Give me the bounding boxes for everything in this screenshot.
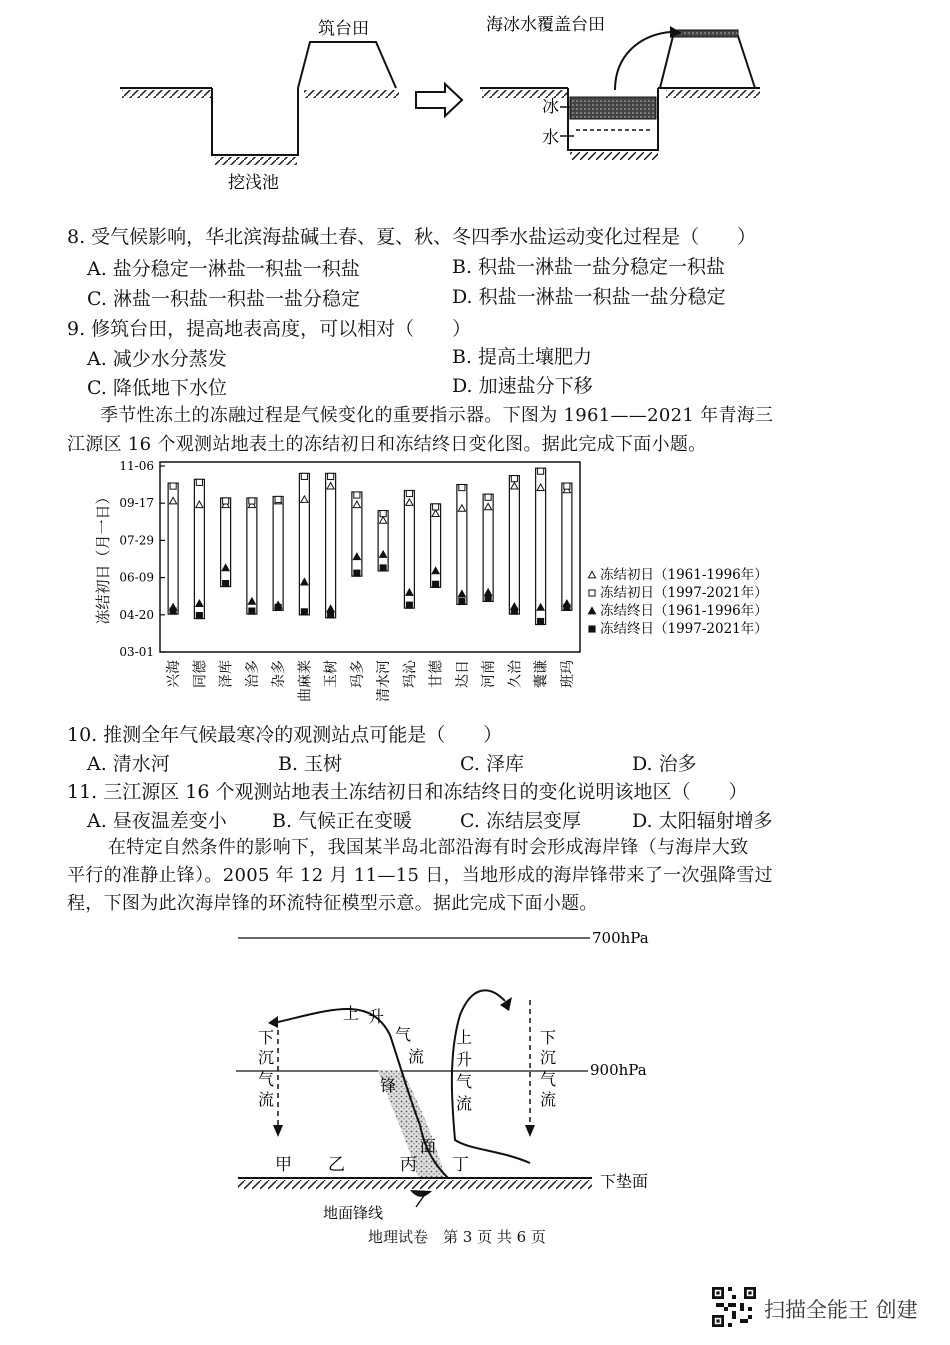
data-point: [354, 492, 360, 498]
question-9-option-c[interactable]: C. 降低地下水位: [87, 377, 227, 399]
svg-text:升: 升: [456, 1050, 473, 1069]
intro-paragraph-3-line-1: 在特定自然条件的影响下，我国某半岛北部沿海有时会形成海岸锋（与海岸大致: [108, 837, 749, 858]
range-bar: [457, 485, 467, 605]
data-point: [249, 608, 255, 614]
right-arrow-icon: [416, 84, 462, 116]
label-air-2: 流: [408, 1047, 425, 1066]
svg-text:下: 下: [540, 1028, 557, 1047]
y-axis-label: 冻结初日（月一日）: [94, 489, 112, 625]
range-bar: [562, 483, 572, 610]
data-point: [433, 581, 439, 587]
data-point: [511, 476, 517, 482]
intro-paragraph-2-line-2: 江源区 16 个观测站地表土的冻结初日和冻结终日变化图。据此完成下面小题。: [67, 434, 707, 455]
data-point: [459, 598, 465, 604]
data-point: [564, 483, 570, 489]
label-dig-pool: 挖浅池: [228, 173, 279, 193]
label-ice: 冰: [542, 97, 559, 117]
data-point: [380, 565, 386, 571]
y-tick-label: 03-01: [119, 645, 154, 659]
data-point: [588, 607, 595, 613]
data-point: [588, 571, 595, 577]
y-tick-label: 06-09: [119, 570, 154, 585]
question-8-option-c[interactable]: C. 淋盐一积盐一积盐一盐分稳定: [87, 288, 360, 310]
qr-code-icon: [712, 1287, 756, 1327]
data-point: [328, 612, 334, 618]
question-11-option-b[interactable]: B. 气候正在变暖: [272, 810, 413, 832]
label-jia: 甲: [275, 1155, 292, 1175]
label-build-terrace: 筑台田: [318, 19, 369, 39]
label-ding: 丁: [452, 1155, 469, 1175]
svg-text:上: 上: [456, 1028, 473, 1047]
question-10-option-c[interactable]: C. 泽库: [460, 753, 524, 775]
label-700hpa: 700hPa: [592, 929, 649, 947]
label-rising-1: 上: [343, 1004, 360, 1023]
x-category-label: 泽库: [218, 660, 235, 688]
data-point: [223, 580, 229, 586]
data-point: [301, 473, 307, 479]
data-point: [223, 498, 229, 504]
svg-text:气: 气: [258, 1070, 275, 1089]
data-point: [406, 602, 412, 608]
x-category-label: 杂多: [271, 660, 288, 688]
legend-entry: 冻结初日（1997-2021年）: [600, 585, 768, 601]
intro-paragraph-2-line-1: 季节性冻土的冻融过程是气候变化的重要指示器。下图为 1961——2021 年青海三: [100, 405, 774, 426]
question-10-option-a[interactable]: A. 清水河: [87, 753, 170, 775]
svg-text:气: 气: [456, 1072, 473, 1091]
y-tick-label: 07-29: [119, 533, 154, 548]
x-category-label: 曲麻莱: [297, 660, 314, 702]
range-bar: [483, 494, 493, 601]
data-point: [459, 485, 465, 491]
x-category-label: 河南: [481, 660, 498, 688]
question-10-option-d[interactable]: D. 治多: [632, 753, 697, 775]
x-category-label: 玛多: [349, 660, 366, 688]
question-9-stem: 9. 修筑台田，提高地表高度，可以相对（ ）: [67, 318, 472, 340]
data-point: [589, 590, 595, 596]
range-bar: [221, 498, 231, 587]
range-bar: [247, 498, 257, 614]
label-front-2: 面: [420, 1137, 437, 1156]
svg-text:沉: 沉: [258, 1048, 275, 1067]
range-bar: [509, 476, 519, 614]
svg-text:流: 流: [456, 1094, 473, 1113]
data-point: [564, 604, 570, 610]
x-category-label: 达日: [454, 660, 471, 688]
scanner-watermark: 扫描全能王 创建: [764, 1298, 918, 1322]
freeze-date-chart: [80, 455, 780, 720]
question-10-option-b[interactable]: B. 玉树: [278, 753, 343, 775]
x-category-label: 兴海: [166, 660, 183, 688]
question-9-option-d[interactable]: D. 加速盐分下移: [452, 375, 593, 397]
x-category-label: 治多: [244, 660, 261, 688]
svg-text:流: 流: [540, 1090, 557, 1109]
x-category-label: 甘德: [428, 660, 445, 688]
data-point: [511, 608, 517, 614]
data-point: [485, 595, 491, 601]
data-point: [380, 511, 386, 517]
legend-entry: 冻结终日（1961-1996年）: [600, 603, 768, 619]
svg-text:下: 下: [258, 1028, 275, 1047]
label-900hpa: 900hPa: [590, 1061, 647, 1079]
data-point: [249, 498, 255, 504]
data-point: [196, 612, 202, 618]
label-left-sinking: [258, 1028, 274, 1109]
data-point: [538, 468, 544, 474]
x-category-label: 班玛: [559, 660, 576, 688]
data-point: [275, 604, 281, 610]
data-point: [328, 473, 334, 479]
data-point: [538, 618, 544, 624]
question-11-stem: 11. 三江源区 16 个观测站地表土冻结初日和冻结终日的变化说明该地区（ ）: [67, 781, 748, 803]
intro-paragraph-3-line-2: 平行的准静止锋）。2005 年 12 月 11—15 日，当地形成的海岸锋带来了一次强降雪过: [67, 865, 773, 886]
x-category-label: 玉树: [323, 660, 340, 688]
x-category-label: 久治: [507, 660, 524, 688]
question-8-stem: 8. 受气候影响，华北滨海盐碱土春、夏、秋、冬四季水盐运动变化过程是（ ）: [67, 226, 757, 248]
label-ice-cover: 海冰水覆盖台田: [486, 15, 605, 35]
x-category-label: 同德: [192, 660, 209, 688]
data-point: [170, 483, 176, 489]
label-underlying-surface: 下垫面: [600, 1172, 649, 1191]
label-bing: 丙: [400, 1155, 417, 1175]
label-water: 水: [542, 128, 559, 148]
y-tick-label: 04-20: [119, 607, 154, 622]
svg-text:气: 气: [540, 1070, 557, 1089]
data-point: [485, 494, 491, 500]
data-point: [433, 504, 439, 510]
terrace-field-diagram: [100, 0, 800, 200]
page-footer: 地理试卷 第 3 页 共 6 页: [368, 1228, 546, 1246]
question-8-option-b[interactable]: B. 积盐一淋盐一盐分稳定一积盐: [452, 256, 726, 278]
range-bar: [536, 468, 546, 624]
question-8-option-d[interactable]: D. 积盐一淋盐一积盐一盐分稳定: [452, 286, 726, 308]
question-11-option-a[interactable]: A. 昼夜温差变小: [87, 810, 227, 832]
label-rising-2: 升: [368, 1007, 385, 1026]
data-point: [589, 626, 595, 632]
question-11-option-c[interactable]: C. 冻结层变厚: [460, 810, 581, 832]
y-tick-label: 11-06: [119, 459, 154, 473]
svg-text:流: 流: [258, 1090, 275, 1109]
data-point: [354, 570, 360, 576]
range-bar: [273, 496, 283, 610]
label-front-1: 锋: [380, 1076, 397, 1095]
data-point: [406, 490, 412, 496]
question-9-option-b[interactable]: B. 提高土壤肥力: [452, 346, 593, 368]
legend-entry: 冻结初日（1961-1996年）: [600, 567, 768, 583]
coastal-front-diagram: [220, 925, 680, 1225]
x-category-label: 囊谦: [533, 660, 550, 688]
range-bar: [326, 473, 336, 617]
label-surface-front-line: 地面锋线: [323, 1204, 384, 1222]
label-right-sinking: [540, 1028, 556, 1109]
label-air-1: 气: [395, 1025, 412, 1044]
svg-text:沉: 沉: [540, 1048, 557, 1067]
x-category-label: 玛沁: [402, 660, 419, 688]
question-9-option-a[interactable]: A. 减少水分蒸发: [87, 348, 227, 370]
data-point: [275, 496, 281, 502]
question-10-stem: 10. 推测全年气候最寒冷的观测站点可能是（ ）: [67, 724, 503, 746]
question-11-option-d[interactable]: D. 太阳辐射增多: [632, 810, 773, 832]
range-bar: [299, 473, 309, 614]
data-point: [301, 609, 307, 615]
legend-entry: 冻结终日（1997-2021年）: [600, 621, 768, 637]
y-tick-label: 09-17: [119, 496, 154, 511]
x-category-label: 清水河: [376, 660, 393, 702]
data-point: [170, 608, 176, 614]
data-point: [196, 479, 202, 485]
label-yi: 乙: [328, 1155, 345, 1175]
question-8-option-a[interactable]: A. 盐分稳定一淋盐一积盐一积盐: [87, 258, 360, 280]
intro-paragraph-3-line-3: 程，下图为此次海岸锋的环流特征模型示意。据此完成下面小题。: [67, 893, 598, 914]
